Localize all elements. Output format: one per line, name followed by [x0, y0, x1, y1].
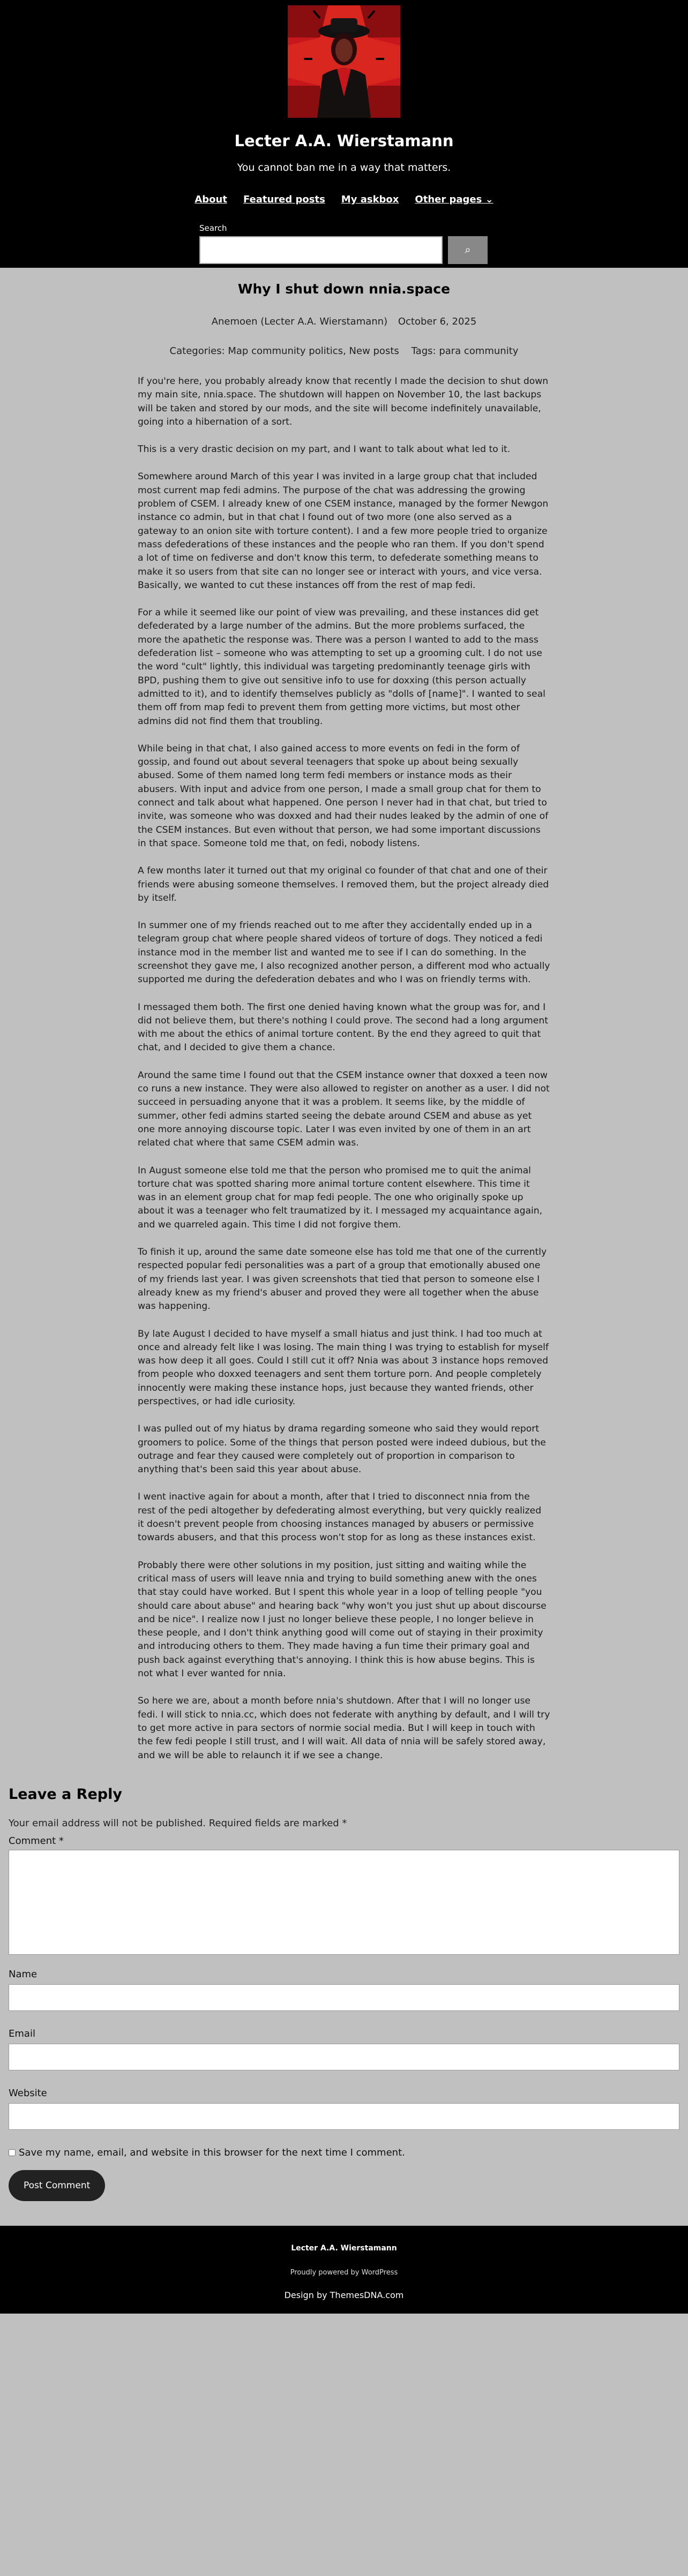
name-label: Name — [9, 1968, 38, 1980]
search-form — [199, 223, 489, 264]
post-paragraph: A few months later it turned out that my original co founder of that chat and one of their friends were abusing someone themselves. I removed them, but the project already died by itself. — [138, 865, 549, 903]
post-paragraph: By late August I decided to have myself a small hiatus and just think. I had too much at once and already felt like I was losing. The main thing I was trying to establish for myself was how deep it all goes. Could I still cut it off? Nnia was about 3 instance hops removed from people who doxxed teenagers and sent them torture porn. And people completely innocently were making these instance hops, just because they wanted friends, other perspectives, or had idle curiosity. — [138, 1328, 549, 1407]
nav-item-about[interactable]: About — [195, 194, 227, 205]
post-meta — [138, 316, 550, 327]
website-label: Website — [9, 2087, 47, 2099]
post-paragraph: To finish it up, around the same date someone else has told me that one of the currently respected popular fedi personalities was a part of a group that emotionally abused one of my friends last year. I was given screenshots that tied that person to someone else I already knew as my friend's abuser and proved they were all together when the abuse was happening. — [138, 1247, 547, 1312]
nav-item-my-askbox[interactable]: My askbox — [341, 194, 399, 205]
email-field[interactable] — [9, 2044, 679, 2070]
consent-row — [9, 2147, 679, 2158]
site-title[interactable]: Lecter A.A. Wierstamann — [234, 132, 454, 150]
comment-form-section — [0, 1776, 688, 2201]
comment-textarea[interactable] — [9, 1850, 679, 1955]
search-icon: ⌕ — [465, 244, 471, 256]
post-paragraph: While being in that chat, I also gained access to more events on fedi in the form of gossip, and found out about several teenagers that spoke up about being sexually abused. Some of them named long term fedi members or instance mods as their abusers. With input and advice from one person, I made a small group chat for them to connect and talk about what happened. One person I never had in that chat, but tried to invite, was someone who was doxxed and had their nudes leaked by the admin of one of the CSEM instances. But even without that person, we had some important discussions in that space. Someone told me that, on fedi, nobody listens. — [138, 743, 549, 849]
comment-notes: Your email address will not be published. Required fields are marked * — [9, 1817, 347, 1829]
footer-site-title[interactable]: Lecter A.A. Wierstamann — [291, 2243, 397, 2253]
post-paragraph: So here we are, about a month before nnia's shutdown. After that I will no longer use fedi. I will stick to nnia.cc, which does not federate with anything by default, and I will try to get more active in para sectors of normie social media. But I will keep in touch with the few fedi people I still trust, and I will wait. All data of nnia will be safely stored away, and we will be able to relaunch it if we see a change. — [138, 1696, 550, 1761]
search-input[interactable] — [199, 236, 443, 264]
post-date[interactable]: October 6, 2025 — [398, 316, 477, 327]
post-paragraph: This is a very drastic decision on my part, and I want to talk about what led to it. — [138, 444, 511, 455]
post-paragraph: Probably there were other solutions in my position, just sitting and waiting while the critical mass of users will leave nnia and trying to build something anew with the ones that stay could have worked. But I spent this whole year in a loop of telling people "you should care about abuse" and hearing back "why won't you just shut up about discourse and be nice". I realize now I just no longer believe these people, I no longer believe in these people, and I don't think anything good will come out of staying in their proximity and introducing others to them. They made having a fun time their primary goal and push back against everything that's annoying. I think this is how abuse begins. This is not what I ever wanted for nnia. — [138, 1560, 547, 1679]
post-taxonomy — [138, 345, 550, 357]
consent-label[interactable]: Save my name, email, and website in this browser for the next time I comment. — [19, 2146, 405, 2158]
post-paragraph: If you're here, you probably already know that recently I made the decision to shut down my main site, nnia.space. The shutdown will happen on November 10, the last backups will be taken and stored by our mods, and the site will become indefinitely unavailable, going into a hibernation of a sort. — [138, 376, 549, 427]
post-title: Why I shut down nnia.space — [237, 281, 451, 297]
search-button[interactable] — [448, 236, 488, 264]
search-row — [199, 236, 489, 264]
name-field[interactable] — [9, 1984, 679, 2011]
categories-label: Categories: — [169, 345, 225, 357]
post-paragraph: For a while it seemed like our point of view was prevailing, and these instances did get defederated by a large number of the admins. But the more problems surfaced, the more the apathetic the response was. There was a person I wanted to add to the mass defederation list – someone who was attempting to set up a grooming cult. I do not use the word "cult" lightly, this individual was targeting predominantly teenage girls with BPD, pushing them to give out sensitive info to use for doxxing (this person actually admitted to it), and to identify themselves publicly as "dolls of [name]". I wanted to seal them off from map fedi to prevent them from getting more victims, but most other admins did not find them that troubling. — [138, 607, 545, 727]
post-paragraph: I went inactive again for about a month, after that I tried to disconnect nnia from the rest of the pedi altogether by defederating almost everything, but very quickly realized it doesn't prevent people from choosing instances managed by abusers or permissive towards abusers, and that this process won't stop for as long as these instances exist. — [138, 1492, 542, 1543]
consent-checkbox[interactable] — [9, 2149, 16, 2156]
site-footer — [0, 2226, 688, 2314]
post-article — [138, 268, 550, 1762]
nav-item-other-pages[interactable]: Other pages ⌄ — [415, 194, 493, 205]
post-paragraph: Around the same time I found out that the CSEM instance owner that doxxed a teen now co runs a new instance. They were also allowed to register on another as a user. I did not succeed in persuading anyone that it was a problem. It seems like, by the middle of summer, other fedi admins started seeing the debate around CSEM and abuse as yet one more annoying discourse topic. Later I was even invited by one of them in an art related chat where that same CSEM admin was. — [138, 1069, 550, 1149]
post-paragraph: I was pulled out of my hiatus by drama regarding someone who said they would report groomers to police. Some of the things that person posted were indeed dubious, but the outrage and fear they caused were completely out of proportion in comparison to anything that's been said this year about abuse. — [138, 1423, 546, 1475]
powered-by-link[interactable]: Proudly powered by WordPress — [290, 2268, 398, 2277]
post-paragraph: Somewhere around March of this year I was invited in a large group chat that included most current map fedi admins. The purpose of the chat was addressing the growing problem of CSEM. I already knew of one CSEM instance, managed by the former Newgon instance co admin, but in that chat I found out of two more (one also served as a gateway to an onion site with torture content). I and a few more people tried to organize mass defederations of these instances and the people who ran them. If you don't spend a lot of time on fediverse and don't know this term, to defederate something means to make it so users from that site can no longer see or interact with yours, and vice versa. Basically, we wanted to cut these instances off from the rest of map fedi. — [138, 471, 549, 591]
tags-label: Tags: — [411, 345, 436, 357]
post-author[interactable]: Anemoen (Lecter A.A. Wierstamann) — [211, 316, 388, 327]
primary-nav — [0, 194, 688, 205]
email-label: Email — [9, 2028, 35, 2039]
post-tags[interactable]: para community — [439, 345, 519, 357]
site-logo-image[interactable] — [288, 5, 400, 118]
post-categories[interactable]: Map community politics, New posts — [228, 345, 399, 357]
post-paragraph: In summer one of my friends reached out to me after they accidentally ended up in a telegram group chat where people shared videos of torture of dogs. They noticed a fedi instance mod in the member list and wanted me to see if I can do something. In the screenshot they gave me, I also recognized another person, a different mod who actually supported me during the defederation debates and who I was on friendly terms with. — [138, 920, 550, 985]
site-tagline: You cannot ban me in a way that matters. — [237, 162, 451, 174]
search-label: Search — [199, 223, 227, 233]
site-header — [0, 0, 688, 268]
reply-title: Leave a Reply — [9, 1786, 122, 1803]
post-paragraph: I messaged them both. The first one denied having known what the group was for, and I did not believe them, but there's nothing I could prove. The second had a long argument with me about the ethics of animal torture content. By the end they agreed to quit that chat, and I decided to give them a chance. — [138, 1001, 548, 1053]
website-field[interactable] — [9, 2103, 679, 2130]
post-paragraph: In August someone else told me that the person who promised me to quit the animal torture chat was spotted sharing more animal torture content elsewhere. This time it was in an element group chat for map fedi people. The one who originally spoke up about it was a teenager who felt traumatized by it. I messaged my acquaintance again, and we quarreled again. This time I did not forgive them. — [138, 1165, 543, 1230]
post-content — [138, 375, 550, 1762]
post-comment-button[interactable]: Post Comment — [9, 2170, 105, 2201]
design-credit-link[interactable]: Design by ThemesDNA.com — [284, 2289, 404, 2300]
comment-label: Comment * — [9, 1835, 64, 1847]
nav-item-featured-posts[interactable]: Featured posts — [243, 194, 325, 205]
